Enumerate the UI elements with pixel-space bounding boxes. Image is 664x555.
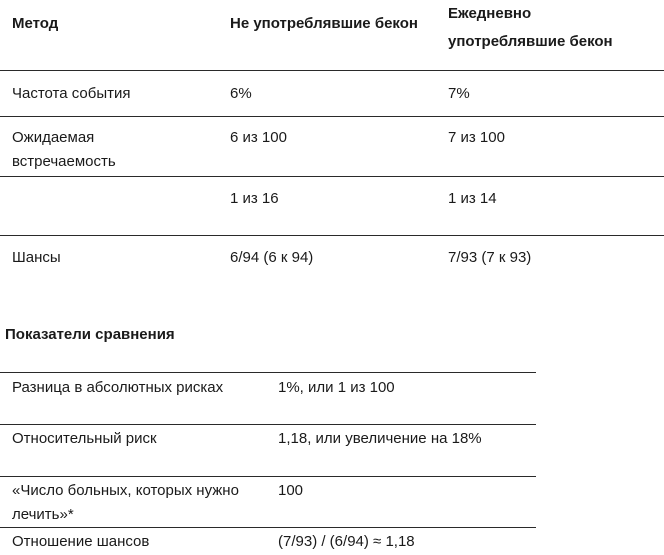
header-method: Метод: [12, 15, 59, 32]
non-users-value: 6%: [230, 85, 252, 102]
daily-users-value: 7/93 (7 к 93): [448, 249, 532, 266]
metric-value: (7/93) / (6/94) ≈ 1,18: [278, 533, 415, 550]
table-rule: [0, 70, 664, 71]
daily-users-value: 1 из 14: [448, 190, 497, 207]
table-rule: [0, 176, 664, 177]
metric-value: 100: [278, 482, 304, 499]
comparison-title: Показатели сравнения: [5, 326, 175, 343]
table-rule: [0, 116, 664, 117]
metric-label: Относительный риск: [12, 430, 157, 447]
table-rule: [0, 372, 536, 373]
row-label: Ожидаемая встречаемость: [12, 129, 116, 170]
table-rule: [0, 424, 536, 425]
metric-value: 1,18, или увеличение на 18%: [278, 430, 482, 447]
header-daily-users: Ежедневно употреблявшие бекон: [448, 5, 613, 50]
metric-label: «Число больных, которых нужно лечить»*: [12, 482, 239, 523]
non-users-value: 6/94 (6 к 94): [230, 249, 314, 266]
metric-value: 1%, или 1 из 100: [278, 379, 395, 396]
table-rule: [0, 235, 664, 236]
non-users-value: 6 из 100: [230, 129, 287, 146]
header-non-users: Не употреблявшие бекон: [230, 15, 418, 32]
row-label: Шансы: [12, 249, 61, 266]
metric-label: Отношение шансов: [12, 533, 150, 550]
row-label: Частота события: [12, 85, 131, 102]
metric-label: Разница в абсолютных рисках: [12, 379, 224, 396]
daily-users-value: 7 из 100: [448, 129, 505, 146]
table-rule: [0, 476, 536, 477]
daily-users-value: 7%: [448, 85, 470, 102]
non-users-value: 1 из 16: [230, 190, 279, 207]
table-rule: [0, 527, 536, 528]
